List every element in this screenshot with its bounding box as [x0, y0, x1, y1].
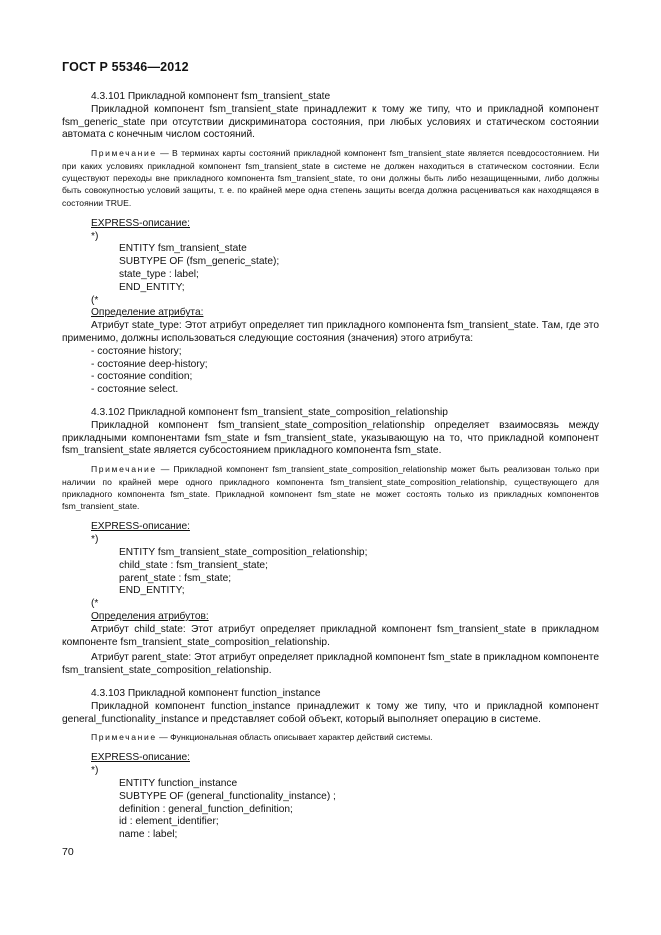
- note-label: Примечание: [91, 148, 157, 159]
- note-text: — Прикладной компонент fsm_transient_state_composition_relationship может быть реализован только при наличии по крайней мере одного прикладного компонента fsm_transient_state_composition_relationship, существующего для прикладного компонента fsm_state. Прикладной компонент fsm_state не может состоять только из прикладных компонентов fsm_transient_state.: [62, 464, 599, 512]
- note-text: — Функциональная область описывает характер действий системы.: [156, 732, 433, 743]
- state-list: [62, 346, 599, 397]
- section-paragraph: Прикладной компонент fsm_transient_state принадлежит к тому же типу, что и прикладной компонент fsm_generic_state при отсутствии дискриминатора состояния, при любых условиях и статическом состоянии автомата с конечным числом состояний.: [62, 103, 599, 141]
- section-paragraph: Прикладной компонент fsm_transient_state_composition_relationship определяет взаимосвязь между прикладными компонентами fsm_state и fsm_transient_state, указывающую на то, что прикладной компонент fsm_transient_state является субсостоянием прикладного компонента fsm_state.: [62, 419, 599, 457]
- express-label: EXPRESS-описание:: [91, 521, 190, 533]
- definition-text: Атрибут parent_state: Этот атрибут определяет прикладной компонент fsm_state в прикладном компоненте fsm_transient_state_composition_relationship.: [62, 652, 599, 677]
- code-line: ENTITY fsm_transient_state_composition_relationship;: [119, 546, 368, 558]
- section-heading-4-3-101: 4.3.101 Прикладной компонент fsm_transient_state: [91, 91, 331, 102]
- definition-text: Атрибут state_type: Этот атрибут определяет тип прикладного компонента fsm_transient_state. Там, где это применимо, должны использоваться следующие состояния (значения) этого атрибута:: [62, 320, 599, 344]
- code-line: name : label;: [119, 829, 178, 841]
- definition-label: Определения атрибутов:: [91, 610, 209, 622]
- note-text: — В терминах карты состояний прикладной компонент fsm_transient_state является псевдосостоянием. Ни при каких условиях прикладной компонент fsm_transient_state в системе не должен находиться в статическом состоянии. Если существуют переходы вне прикладного компонента fsm_transient_state, то они должны быть либо незащищенными, либо должны быть совокупностью условий защиты, т. е. по крайней мере одна степень защиты всегда должна расцениваться как находящаяся в состоянии TRUE.: [62, 148, 599, 208]
- code-line: END_ENTITY;: [119, 281, 185, 293]
- note-label: Примечание: [91, 464, 157, 475]
- note: [62, 731, 599, 743]
- express-close: (*: [91, 598, 99, 610]
- code-line: child_state : fsm_transient_state;: [119, 559, 268, 571]
- definition-label: Определение атрибута:: [91, 307, 204, 319]
- section-paragraph: Прикладной компонент function_instance принадлежит к тому же типу, что и прикладной компонент general_functionality_instance и представляет собой объект, который выполняет операцию в системе.: [62, 700, 599, 725]
- list-item: - состояние select.: [91, 384, 179, 396]
- page-number: 70: [62, 846, 74, 858]
- code-line: SUBTYPE OF (general_functionality_instance) ;: [119, 790, 336, 802]
- code-line: definition : general_function_definition;: [119, 803, 293, 815]
- note-label: Примечание: [91, 732, 157, 743]
- list-item: - состояние history;: [91, 345, 182, 357]
- code-line: ENTITY fsm_transient_state: [119, 243, 247, 255]
- note: [62, 463, 599, 513]
- document-header: ГОСТ Р 55346—2012: [62, 60, 189, 74]
- list-item: - состояние deep-history;: [91, 358, 208, 370]
- code-line: state_type : label;: [119, 269, 199, 280]
- express-open: *): [91, 534, 99, 546]
- code-line: id : element_identifier;: [119, 816, 219, 828]
- code-line: parent_state : fsm_state;: [119, 572, 232, 584]
- code-line: END_ENTITY;: [119, 585, 185, 597]
- page-content: [62, 91, 599, 842]
- list-item: - состояние condition;: [91, 371, 193, 383]
- express-label: EXPRESS-описание:: [91, 752, 190, 764]
- code-line: ENTITY function_instance: [119, 777, 238, 789]
- note: [62, 147, 599, 209]
- code-line: SUBTYPE OF (fsm_generic_state);: [119, 256, 280, 268]
- section-heading-4-3-103: 4.3.103 Прикладной компонент function_instance: [91, 687, 321, 699]
- express-close: (*: [91, 294, 99, 306]
- section-heading-4-3-102: 4.3.102 Прикладной компонент fsm_transient_state_composition_relationship: [91, 406, 448, 418]
- express-label: EXPRESS-описание:: [91, 217, 190, 229]
- definition-text: Атрибут child_state: Этот атрибут определяет прикладной компонент fsm_transient_state в прикладном компоненте fsm_transient_state_composition_relationship.: [62, 623, 599, 648]
- express-open: *): [91, 765, 99, 777]
- express-open: *): [91, 230, 99, 242]
